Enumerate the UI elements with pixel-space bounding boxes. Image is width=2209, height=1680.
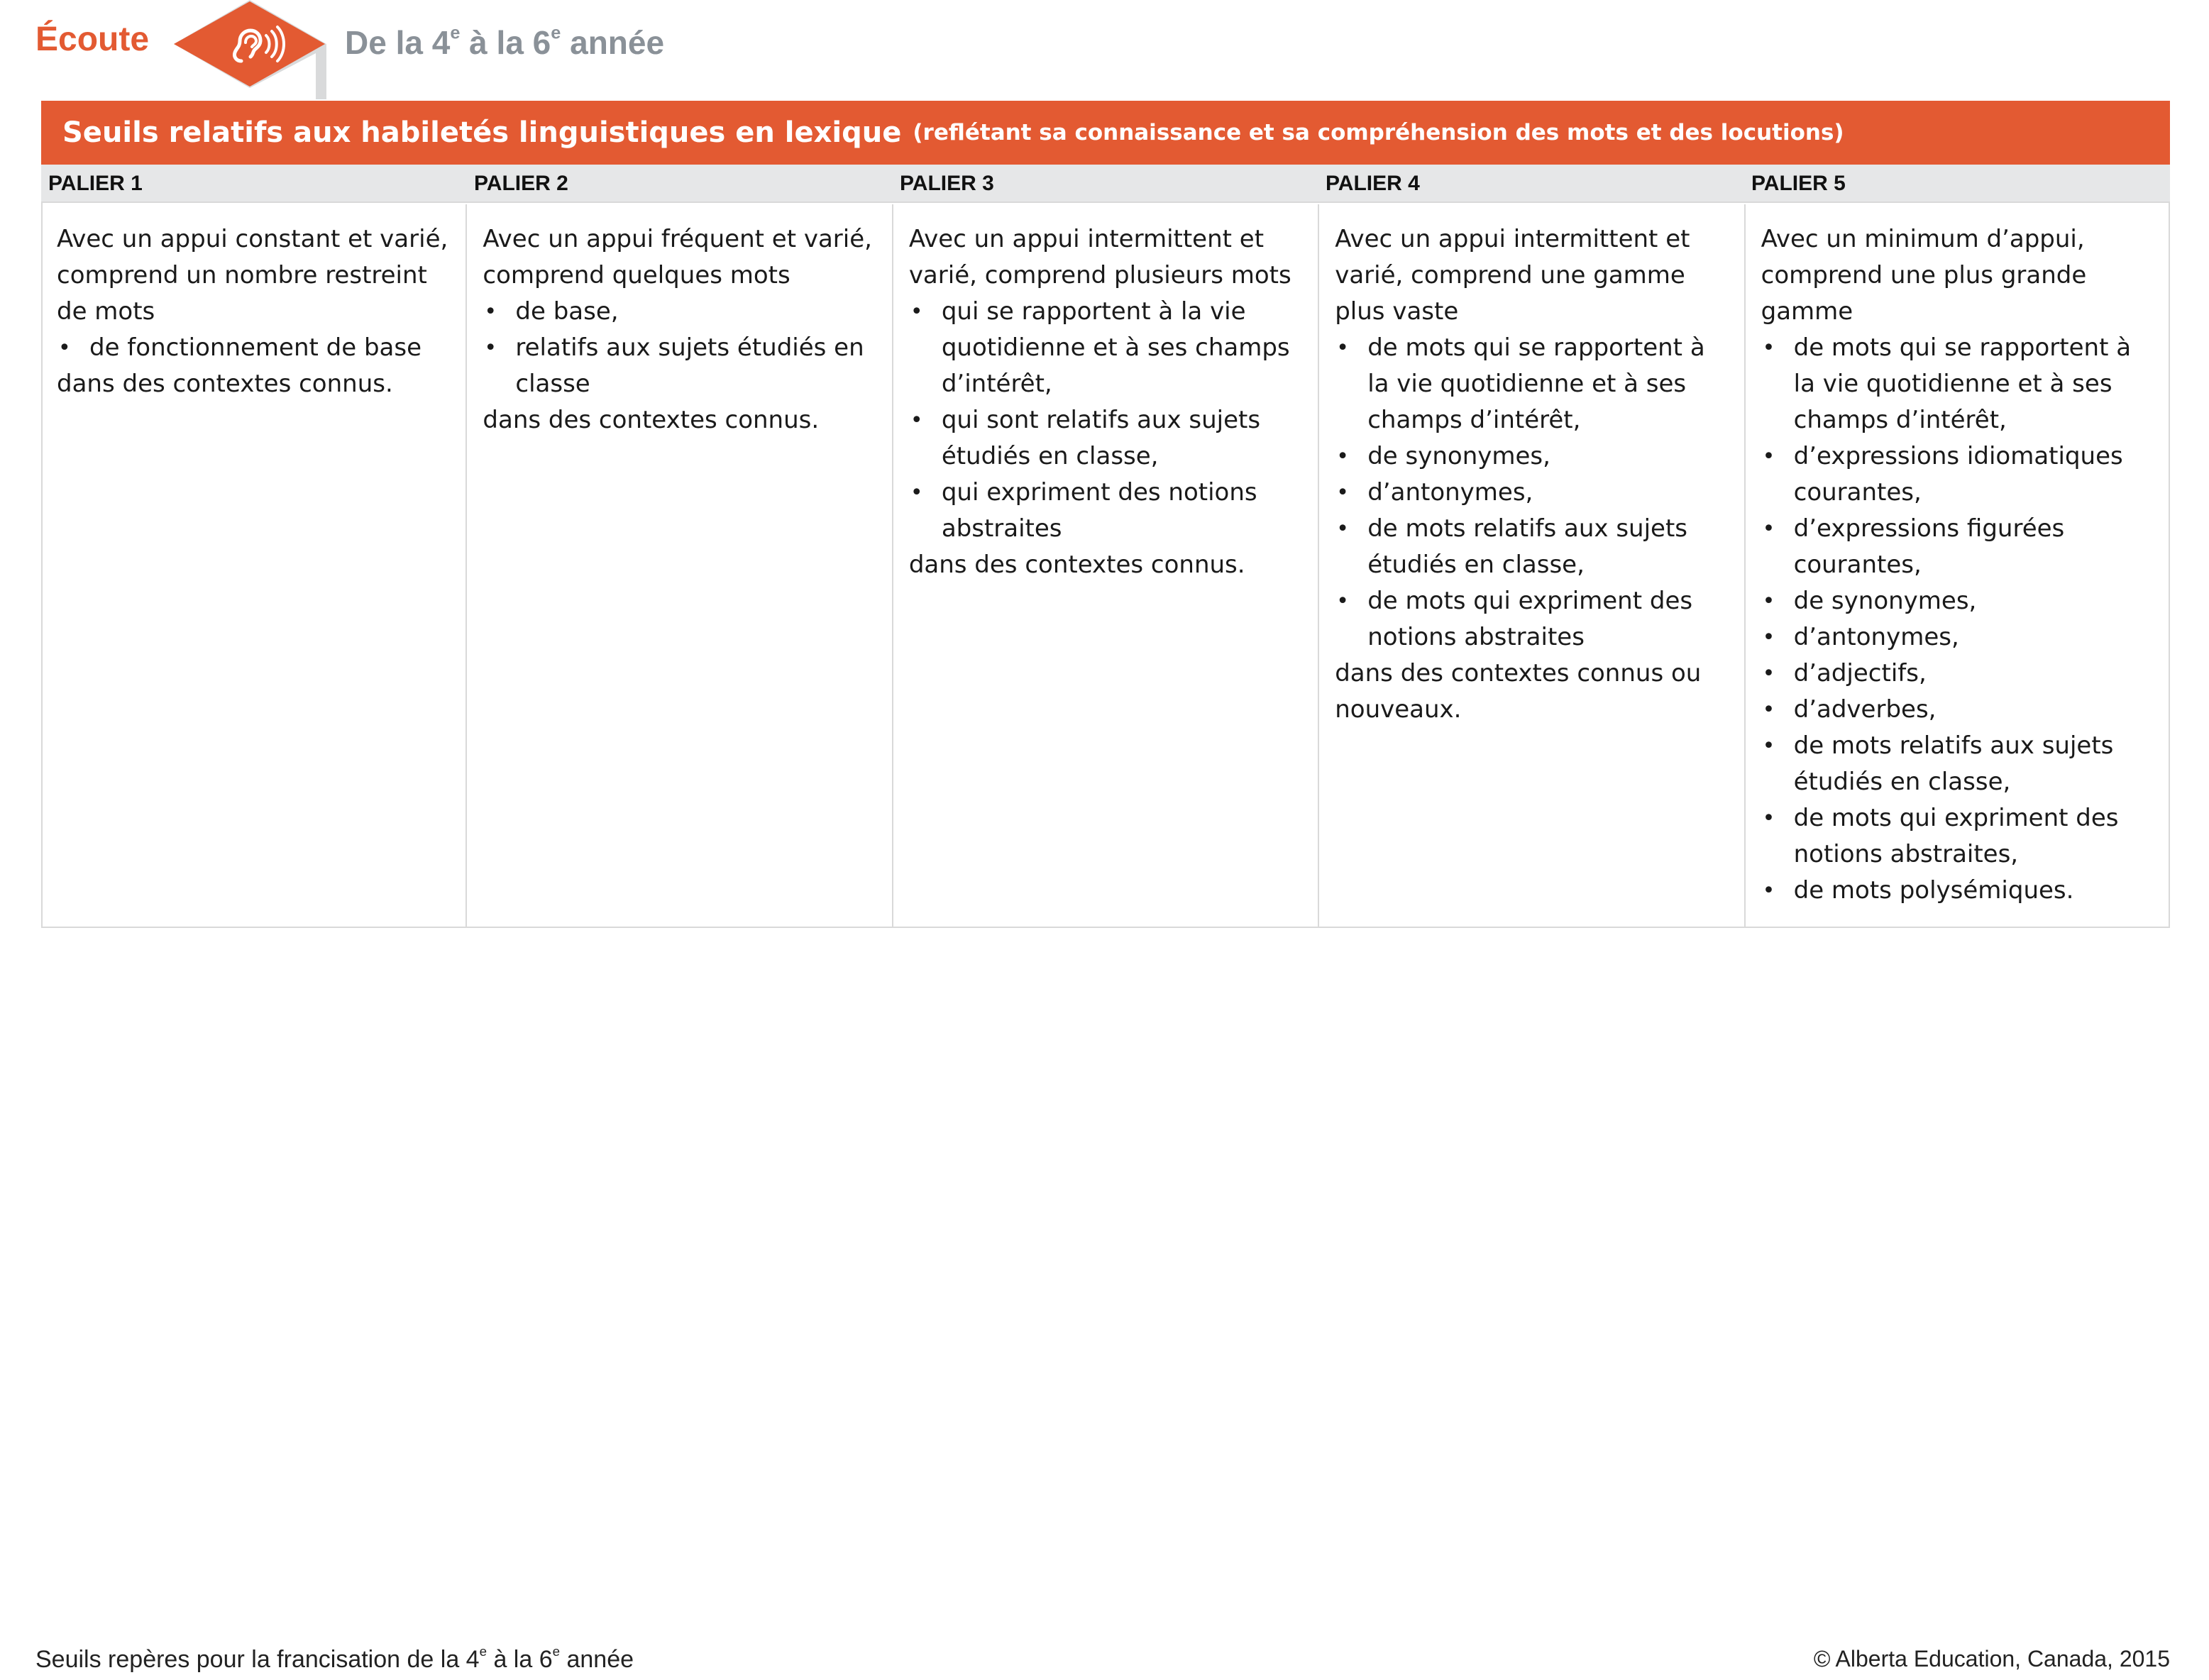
list-item: • relatifs aux sujets étudiés en classe [483,330,876,402]
list-item: • de mots qui se rapportent à la vie quotidienne et à ses champs d’intérêt, [1761,330,2154,438]
cell-intro: Avec un minimum d’appui, comprend une plus grande gamme [1761,225,2087,326]
column-header-palier-5: PALIER 5 [1751,172,1846,195]
list-item: • qui expriment des notions abstraites [909,475,1302,547]
list-item: • qui sont relatifs aux sujets étudiés en classe, [909,402,1302,475]
list-item: • d’expressions figurées courantes, [1761,511,2154,583]
column-header-palier-1: PALIER 1 [48,172,143,195]
footer-copyright: © Alberta Education, Canada, 2015 [1813,1646,2170,1671]
cell-palier-2 [466,204,891,928]
list-item: • d’adjectifs, [1761,656,2154,692]
table-title-banner [41,101,2170,165]
list-item: • de mots qui expriment des notions abstraites, [1761,800,2154,873]
list-item: • d’antonymes, [1761,619,2154,656]
ear-sound-icon [174,0,326,99]
list-item: • de mots polysémiques. [1761,873,2154,909]
list-item: • de mots qui se rapportent à la vie quotidienne et à ses champs d’intérêt, [1335,330,1728,438]
cell-outro: dans des contextes connus ou nouveaux. [1335,659,1702,724]
list-item: • d’antonymes, [1335,475,1728,511]
cell-palier-4 [1318,204,1743,928]
cell-intro: Avec un appui constant et varié, comprend un nombre restreint de mots [57,225,448,326]
list-item: • de base, [483,294,876,330]
column-header-palier-4: PALIER 4 [1326,172,1420,195]
section-title: Écoute [35,21,150,58]
grade-range: De la 4e à la 6e année [345,23,665,61]
list-item: • de synonymes, [1335,438,1728,475]
bullet-list [1761,330,2154,909]
list-item: • d’expressions idiomatiques courantes, [1761,438,2154,511]
cell-outro: dans des contextes connus. [483,406,820,434]
bullet-list [1335,330,1728,656]
list-item: • de mots relatifs aux sujets étudiés en classe, [1761,728,2154,800]
list-item: • de mots relatifs aux sujets étudiés en classe, [1335,511,1728,583]
column-header-palier-3: PALIER 3 [900,172,994,195]
list-item: • de fonctionnement de base [57,330,450,366]
table-subtitle: (reflétant sa connaissance et sa compréhension des mots et des locutions) [913,120,1844,145]
list-item: • de mots qui expriment des notions abstraites [1335,583,1728,656]
bullet-list [57,330,450,366]
cell-palier-5 [1744,204,2170,928]
cell-intro: Avec un appui fréquent et varié, comprend quelques mots [483,225,872,289]
cell-outro: dans des contextes connus. [57,370,393,398]
list-item: • qui se rapportent à la vie quotidienne et à ses champs d’intérêt, [909,294,1302,402]
bullet-list [483,294,876,402]
cell-intro: Avec un appui intermittent et varié, comprend plusieurs mots [908,225,1291,289]
table-title: Seuils relatifs aux habiletés linguistiques en lexique [62,116,902,149]
column-header-row [41,165,2170,203]
cell-intro: Avec un appui intermittent et varié, comprend une gamme plus vaste [1335,225,1690,326]
list-item: • de synonymes, [1761,583,2154,619]
cell-palier-1 [41,204,466,928]
cell-palier-3 [892,204,1318,928]
list-item: • d’adverbes, [1761,692,2154,728]
bullet-list [909,294,1302,547]
cell-outro: dans des contextes connus. [908,551,1245,579]
column-header-palier-2: PALIER 2 [474,172,568,195]
table-body-row [41,204,2170,928]
footer-document-title: Seuils repères pour la francisation de la 4e à la 6e année [35,1644,634,1673]
